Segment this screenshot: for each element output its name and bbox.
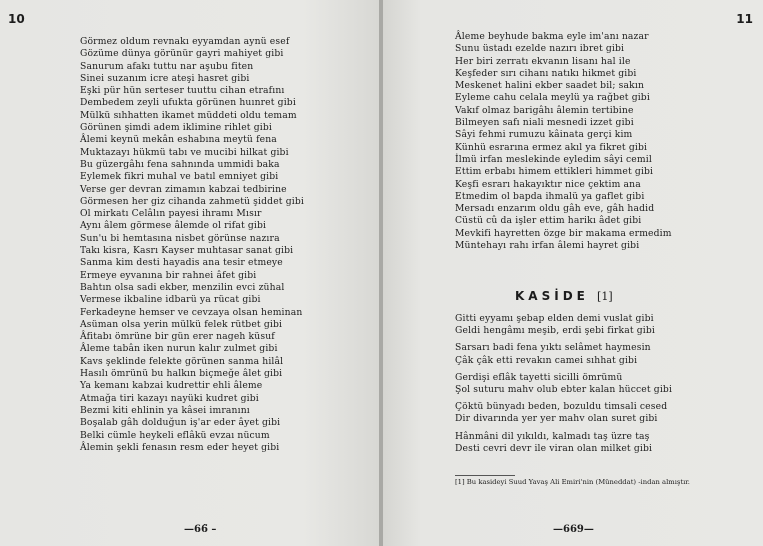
stanza (455, 401, 672, 426)
verse-line: Sâyi fehmi rumuzu kâinata gerçi kim (455, 129, 633, 141)
verse-line: Meskenet halini ekber saadet bil; sakın (455, 80, 645, 92)
folio-number: —669— (553, 524, 594, 535)
folio-number: —66̃ – (184, 524, 217, 535)
stanza (455, 372, 672, 397)
verse-line: Mevkifi hayretten özge bir makama ermedim (455, 227, 672, 239)
verse-line: Âleme tabân iken nurun kalır zulmet gibi (80, 343, 278, 355)
verse-line: Keşfeder sırı cihanı natıkı hikmet gibi (455, 67, 637, 79)
verse-line: Gerdişi eflâk tayetti sicilli ömrümü (455, 371, 623, 383)
verse-line: Takı kisra, Kasrı Kayser muhtasar sanat gibi (80, 245, 294, 257)
verse-line: Boşalab gâh dolduğun iş'ar eder âyet gibi (80, 417, 281, 429)
verse-line: Hânmâni dil yıkıldı, kalmadı taş üzre taş (455, 430, 650, 442)
verse-line: Eyleme cahu celala meylü ya rağbet gibi (455, 92, 650, 104)
verse-line: Bu güzergâhı fena sahnında ummidi baka (80, 158, 280, 170)
stanza (455, 431, 672, 456)
verse-line: Kavs şeklinde felekte görünen sanma hilâl (80, 355, 284, 367)
verse-line: Ol mirkatı Celâlın payesi ihramı Mısır (80, 208, 262, 220)
verse-line: Ya kemanı kabzai kudrettir ehli âleme (80, 380, 263, 392)
verse-line: Gitti eyyamı şebap elden demi vuslat gibi (455, 313, 654, 324)
verse-line: Vermese ikbaline idbarü ya rücat gibi (80, 294, 261, 306)
verse-line: Âlemin şekli fenasın resm eder heyet gibi (80, 441, 280, 453)
verse-line: Atmağa tiri kazayı nayüki kudret gibi (80, 392, 259, 404)
verse-line: Mülkü sıhhatten ikamet müddeti oldu temam (80, 109, 297, 121)
left-page (0, 0, 379, 546)
footnote: [1] Bu kasideyi Suud Yavaş Ali Emiri'nin (Müneddat) -indan almıştır. (455, 478, 690, 486)
verse-line: Mersadı enzarım oldu gâh eve, gâh hadid (455, 203, 655, 215)
verse-line: Muktazayı hükmü tabı ve mucibi hilkat gibi (80, 146, 289, 158)
verse-line: Görünen şimdi adem iklimine rihlet gibi (80, 122, 272, 134)
verse-line: Sarsarı badi fena yıktı selâmet haymesin (455, 342, 651, 354)
verse-line: Gözüme dünya görünür gayri mahiyet gibi (80, 48, 284, 60)
verse-line: Müntehayı rahı irfan âlemi hayret gibi (455, 240, 640, 252)
verse-line: Âleme beyhude bakma eyle im'anı nazar (455, 31, 649, 42)
verse-line: Aynı âlem görmese âlemde ol rifat gibi (80, 220, 267, 232)
right-page (383, 0, 763, 546)
footnote-reference: [1] (597, 290, 613, 303)
verse-line: Keşfi esrarı hakayıktır nice çektim ana (455, 178, 641, 190)
verse-line: Bilmeyen safı niali mesnedi izzet gibi (455, 117, 634, 129)
verse-line: Âlemi keynü mekân eshabına meytü fena (80, 134, 277, 146)
verse-line: Bezmi kiti ehlinin ya kâsei imranını (80, 404, 250, 416)
verse-line: Ettim erbabı himem ettikleri himmet gibi (455, 166, 654, 178)
page-number: 11 (736, 12, 753, 26)
verse-line: Eşki pür hün serteser tuuttu cihan etrafını (80, 85, 285, 97)
verse-line: Âfitabı ömrüne bir gün erer nageh küsuf (80, 331, 275, 343)
verse-line: Görmesen her giz cihanda zahmetü şiddet gibi (80, 195, 304, 207)
kaside-stanzas (455, 313, 672, 460)
stanza (455, 313, 672, 338)
verse-line: Görmez oldum revnakı eyyamdan aynü esef (80, 36, 290, 47)
verse-line: Sunu üstadı ezelde nazırı ibret gibi (455, 43, 625, 55)
verse-line: Cüstü cû da işler ettim harikı âdet gibi (455, 215, 642, 227)
verse-line: Ferkadeyne hemser ve cevzaya olsan heminan (80, 306, 303, 318)
verse-line: Şol suturu mahv olub ebter kalan hüccet gibi (455, 384, 673, 396)
verse-line: Hasılı ömrünü bu halkın biçmeğe âlet gibi (80, 368, 283, 380)
verse-line: Sanurum afakı tuttu nar aşubu fiten (80, 60, 254, 72)
section-title (515, 289, 613, 303)
verse-line: Dir divarında yer yer mahv olan suret gibi (455, 413, 658, 425)
section-title-text: KASİDE (515, 289, 589, 303)
poem-lines (455, 31, 672, 252)
verse-line: Dembedem zeyli ufukta görünen huınret gibi (80, 97, 296, 109)
verse-line: Ermeye eyvanına bir rahnei âfet gibi (80, 269, 257, 281)
verse-line: Belki cümle heykeli eflâkü evzaı nücum (80, 429, 270, 441)
verse-line: Vakıf olmaz barigâhı âlemin tertibine (455, 104, 634, 116)
verse-line: Asüman olsa yerin mülkü felek rütbet gibi (80, 318, 283, 330)
verse-line: İlmü irfan meslekinde eyledim sâyi cemil (455, 153, 652, 165)
verse-line: Geldi hengâmı meşib, erdi şebi firkat gibi (455, 325, 655, 337)
stanza (455, 342, 672, 367)
verse-line: Çöktü bünyadı beden, bozuldu timsali cesed (455, 401, 668, 413)
verse-line: Verse ger devran zimamın kabzai tedbirine (80, 183, 287, 195)
verse-line: Eylemek fikri muhal ve batıl emniyet gibi (80, 171, 279, 183)
poem-lines (80, 36, 304, 454)
verse-line: Sanma kim desti hayadis ana tesir etmeye (80, 257, 283, 269)
verse-line: Künhü esrarına ermez akıl ya fikret gibi (455, 141, 648, 153)
verse-line: Sinei suzanım icre ateşi hasret gibi (80, 72, 250, 84)
verse-line: Çâk çâk etti revakın camei sıhhat gibi (455, 354, 638, 366)
verse-line: Bahtın olsa sadi ekber, menzilin evci zühal (80, 281, 285, 293)
verse-line: Etmedim ol bapda ihmalü ya gaflet gibi (455, 190, 645, 202)
footnote-divider (455, 475, 515, 476)
page-number: 10 (8, 12, 25, 26)
verse-line: Her biri zerratı ekvanın lisanı hal ile (455, 55, 631, 67)
verse-line: Desti cevri devr ile viran olan milket gibi (455, 442, 653, 454)
verse-line: Sun'u bi hemtasına nisbet görünse nazıra (80, 232, 280, 244)
